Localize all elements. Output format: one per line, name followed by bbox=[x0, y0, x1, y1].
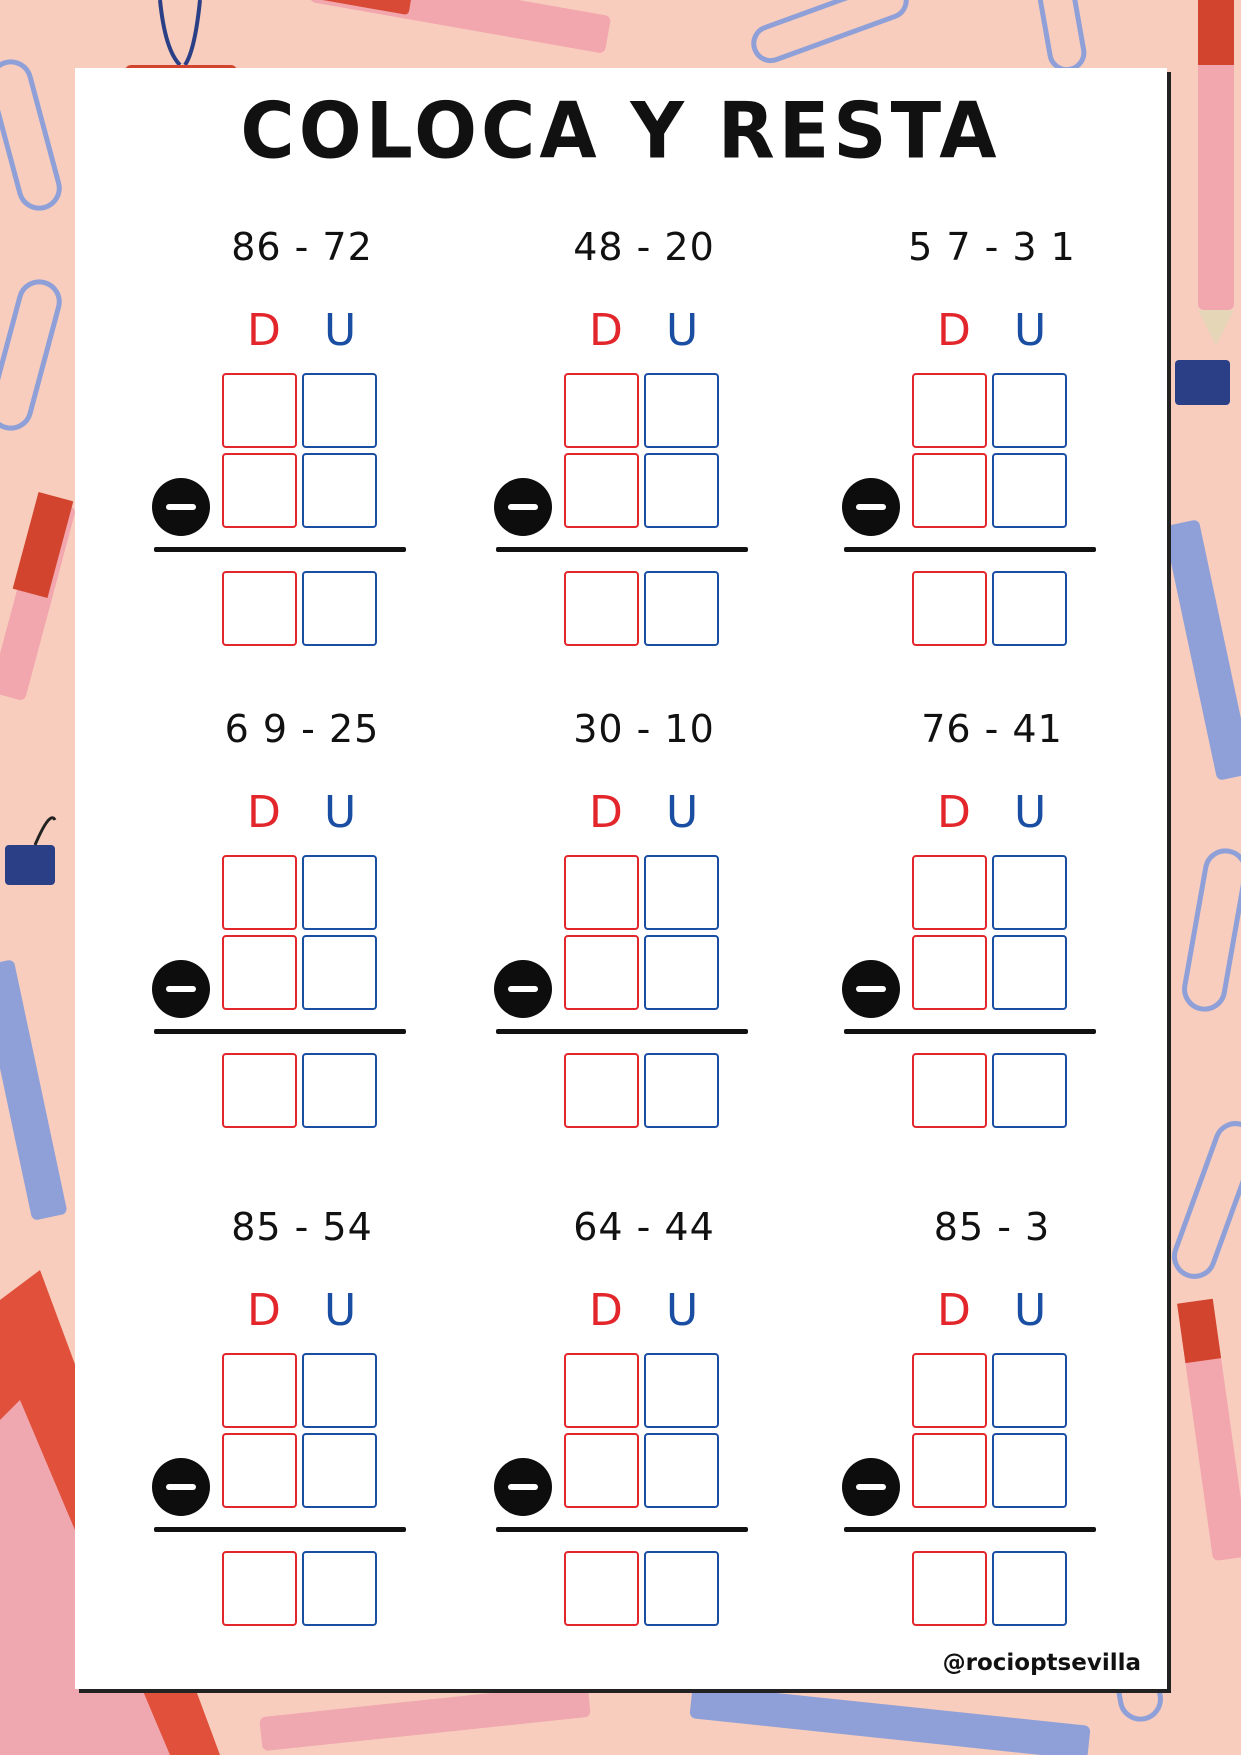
subtrahend-units-box[interactable] bbox=[992, 453, 1067, 528]
minuend-tens-box[interactable] bbox=[222, 1353, 297, 1428]
result-units-box[interactable] bbox=[644, 1053, 719, 1128]
tens-label: D bbox=[589, 305, 623, 356]
minus-icon bbox=[842, 478, 900, 536]
pencil-icon bbox=[300, 0, 611, 54]
result-units-box[interactable] bbox=[302, 571, 377, 646]
minus-icon bbox=[152, 478, 210, 536]
subtraction-problem bbox=[842, 225, 1142, 645]
sum-line bbox=[844, 547, 1096, 552]
minus-icon bbox=[152, 1458, 210, 1516]
units-label: U bbox=[666, 305, 699, 356]
problem-expression: 64 - 44 bbox=[573, 1205, 715, 1249]
result-units-box[interactable] bbox=[992, 1053, 1067, 1128]
minuend-tens-box[interactable] bbox=[912, 373, 987, 448]
minuend-tens-box[interactable] bbox=[222, 373, 297, 448]
minuend-tens-box[interactable] bbox=[222, 855, 297, 930]
problem-expression: 85 - 3 bbox=[933, 1205, 1051, 1249]
tens-label: D bbox=[937, 1285, 971, 1336]
units-label: U bbox=[666, 1285, 699, 1336]
subtrahend-tens-box[interactable] bbox=[912, 1433, 987, 1508]
tens-label: D bbox=[247, 305, 281, 356]
subtraction-problem bbox=[152, 1205, 452, 1625]
subtrahend-tens-box[interactable] bbox=[912, 453, 987, 528]
minus-icon bbox=[494, 960, 552, 1018]
subtrahend-tens-box[interactable] bbox=[912, 935, 987, 1010]
subtraction-problem bbox=[152, 707, 452, 1127]
sum-line bbox=[496, 547, 748, 552]
minuend-tens-box[interactable] bbox=[564, 373, 639, 448]
minuend-tens-box[interactable] bbox=[564, 855, 639, 930]
result-tens-box[interactable] bbox=[912, 1551, 987, 1626]
subtrahend-tens-box[interactable] bbox=[564, 453, 639, 528]
result-tens-box[interactable] bbox=[222, 1053, 297, 1128]
minus-icon bbox=[494, 1458, 552, 1516]
subtraction-problem bbox=[842, 1205, 1142, 1625]
subtrahend-units-box[interactable] bbox=[644, 453, 719, 528]
units-label: U bbox=[1014, 1285, 1047, 1336]
minuend-units-box[interactable] bbox=[992, 1353, 1067, 1428]
subtrahend-units-box[interactable] bbox=[644, 1433, 719, 1508]
subtrahend-units-box[interactable] bbox=[302, 453, 377, 528]
units-label: U bbox=[324, 787, 357, 838]
result-units-box[interactable] bbox=[644, 1551, 719, 1626]
result-units-box[interactable] bbox=[302, 1551, 377, 1626]
result-units-box[interactable] bbox=[992, 1551, 1067, 1626]
subtrahend-units-box[interactable] bbox=[992, 1433, 1067, 1508]
tens-label: D bbox=[589, 1285, 623, 1336]
subtrahend-units-box[interactable] bbox=[302, 1433, 377, 1508]
minuend-units-box[interactable] bbox=[644, 1353, 719, 1428]
subtrahend-tens-box[interactable] bbox=[564, 1433, 639, 1508]
minuend-units-box[interactable] bbox=[302, 1353, 377, 1428]
tens-label: D bbox=[937, 787, 971, 838]
minuend-units-box[interactable] bbox=[992, 373, 1067, 448]
subtraction-problem bbox=[842, 707, 1142, 1127]
minuend-tens-box[interactable] bbox=[912, 1353, 987, 1428]
sum-line bbox=[844, 1029, 1096, 1034]
minus-icon bbox=[842, 960, 900, 1018]
result-units-box[interactable] bbox=[992, 571, 1067, 646]
tens-label: D bbox=[589, 787, 623, 838]
minuend-tens-box[interactable] bbox=[564, 1353, 639, 1428]
result-tens-box[interactable] bbox=[912, 1053, 987, 1128]
minus-icon bbox=[494, 478, 552, 536]
subtraction-problem bbox=[494, 707, 794, 1127]
units-label: U bbox=[666, 787, 699, 838]
sum-line bbox=[154, 1029, 406, 1034]
minuend-units-box[interactable] bbox=[302, 373, 377, 448]
problem-expression: 48 - 20 bbox=[573, 225, 715, 269]
result-units-box[interactable] bbox=[644, 571, 719, 646]
tens-label: D bbox=[247, 1285, 281, 1336]
problem-expression: 5 7 - 3 1 bbox=[908, 225, 1076, 269]
credit-handle: @rocioptsevilla bbox=[942, 1650, 1141, 1676]
subtrahend-tens-box[interactable] bbox=[564, 935, 639, 1010]
minuend-units-box[interactable] bbox=[302, 855, 377, 930]
problem-expression: 86 - 72 bbox=[231, 225, 373, 269]
pencil-icon bbox=[259, 1683, 1091, 1755]
units-label: U bbox=[1014, 787, 1047, 838]
units-label: U bbox=[324, 305, 357, 356]
pencil-icon bbox=[1163, 0, 1241, 1561]
result-tens-box[interactable] bbox=[912, 571, 987, 646]
result-tens-box[interactable] bbox=[222, 1551, 297, 1626]
minus-icon bbox=[842, 1458, 900, 1516]
minus-icon bbox=[152, 960, 210, 1018]
result-tens-box[interactable] bbox=[564, 571, 639, 646]
subtrahend-units-box[interactable] bbox=[992, 935, 1067, 1010]
sum-line bbox=[496, 1527, 748, 1532]
sum-line bbox=[154, 547, 406, 552]
minuend-units-box[interactable] bbox=[644, 855, 719, 930]
subtrahend-units-box[interactable] bbox=[644, 935, 719, 1010]
subtraction-problem bbox=[152, 225, 452, 645]
subtrahend-tens-box[interactable] bbox=[222, 935, 297, 1010]
result-tens-box[interactable] bbox=[222, 571, 297, 646]
subtrahend-tens-box[interactable] bbox=[222, 453, 297, 528]
problem-expression: 30 - 10 bbox=[573, 707, 715, 751]
tens-label: D bbox=[937, 305, 971, 356]
sum-line bbox=[844, 1527, 1096, 1532]
result-tens-box[interactable] bbox=[564, 1053, 639, 1128]
minuend-units-box[interactable] bbox=[644, 373, 719, 448]
tens-label: D bbox=[247, 787, 281, 838]
subtraction-problem bbox=[494, 1205, 794, 1625]
sum-line bbox=[154, 1527, 406, 1532]
subtrahend-tens-box[interactable] bbox=[222, 1433, 297, 1508]
problem-expression: 85 - 54 bbox=[231, 1205, 373, 1249]
sum-line bbox=[496, 1029, 748, 1034]
problem-expression: 6 9 - 25 bbox=[224, 707, 380, 751]
minuend-tens-box[interactable] bbox=[912, 855, 987, 930]
units-label: U bbox=[1014, 305, 1047, 356]
result-tens-box[interactable] bbox=[564, 1551, 639, 1626]
problem-expression: 76 - 41 bbox=[921, 707, 1063, 751]
minuend-units-box[interactable] bbox=[992, 855, 1067, 930]
units-label: U bbox=[324, 1285, 357, 1336]
page-title: COLOCA Y RESTA bbox=[240, 85, 1001, 177]
subtraction-problem bbox=[494, 225, 794, 645]
subtrahend-units-box[interactable] bbox=[302, 935, 377, 1010]
result-units-box[interactable] bbox=[302, 1053, 377, 1128]
